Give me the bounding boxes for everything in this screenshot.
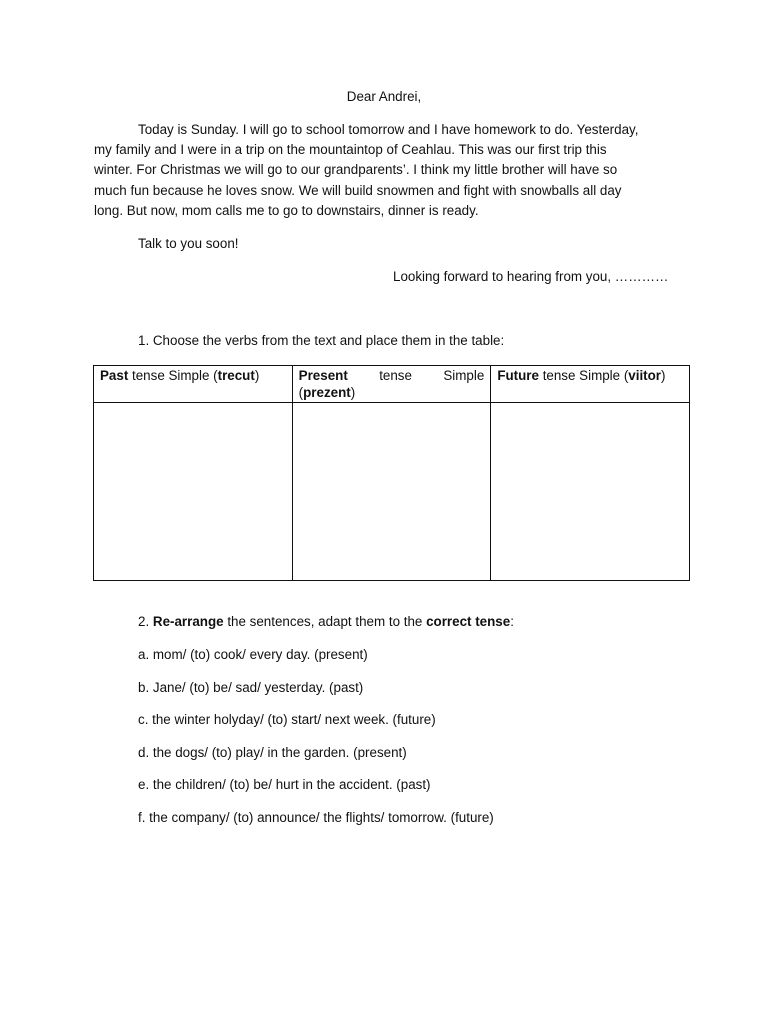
list-item: c. the winter holyday/ (to) start/ next week. (future) [138,712,436,727]
letter-body [94,120,678,221]
header-bold-word: Future [497,368,539,383]
header-bold-word: Present [298,368,348,383]
header-justified-line [299,367,485,384]
header-close: ) [254,368,260,383]
letter-signoff: Looking forward to hearing from you, ………… [393,269,669,284]
table-answer-row [94,403,690,581]
header-close: ) [661,368,666,383]
list-item: e. the children/ (to) be/ hurt in the accident. (past) [138,777,431,792]
letter-closing: Talk to you soon! [138,236,239,251]
answer-cell-present[interactable] [292,403,491,581]
header-close: ) [350,385,356,400]
exercise2-bold-correct-tense: correct tense [426,614,511,629]
letter-line: winter. For Christmas we will go to our grandparents’. I think my little brother will have so [94,162,618,178]
header-romanian: prezent [303,385,351,400]
exercise2-end: : [510,614,514,629]
letter-line: much fun because he loves snow. We will build snowmen and fight with snowballs all day [94,182,622,198]
column-header-present [292,366,491,403]
header-romanian: viitor [628,368,662,383]
list-item: f. the company/ (to) announce/ the flights/ tomorrow. (future) [138,809,494,825]
exercise2-middle-text: the sentences, adapt them to the [223,614,427,629]
list-item: b. Jane/ (to) be/ sad/ yesterday. (past) [138,679,364,695]
verb-tense-table [93,365,690,581]
exercise1-instruction: 1. Choose the verbs from the text and place them in the table: [138,333,505,348]
list-item: d. the dogs/ (to) play/ in the garden. (present) [138,744,407,760]
header-text: tense [379,368,412,383]
letter-greeting: Dear Andrei, [346,89,422,104]
header-text: Simple [443,368,485,383]
letter-line: long. But now, mom calls me to go to downstairs, dinner is ready. [94,202,479,218]
column-header-past [94,366,293,403]
answer-cell-past[interactable] [94,403,293,581]
exercise2-sentence-list [138,646,494,841]
header-bold-word: Past [100,368,129,383]
header-romanian: trecut [217,368,255,383]
letter-line: my family and I were in a trip on the mountaintop of Ceahlau. This was our first trip this [94,142,607,158]
letter-line: Today is Sunday. I will go to school tomorrow and I have homework to do. Yesterday, [138,122,639,137]
header-text: tense Simple ( [128,368,218,383]
table-header-row [94,366,690,403]
answer-cell-future[interactable] [491,403,690,581]
column-header-future [491,366,690,403]
list-item: a. mom/ (to) cook/ every day. (present) [138,647,368,662]
exercise2-number: 2. [138,614,150,629]
exercise2-instruction [138,613,514,631]
header-open: ( [298,385,304,400]
exercise2-bold-rearrange: Re-arrange [152,614,224,629]
header-text: tense Simple ( [538,368,629,383]
